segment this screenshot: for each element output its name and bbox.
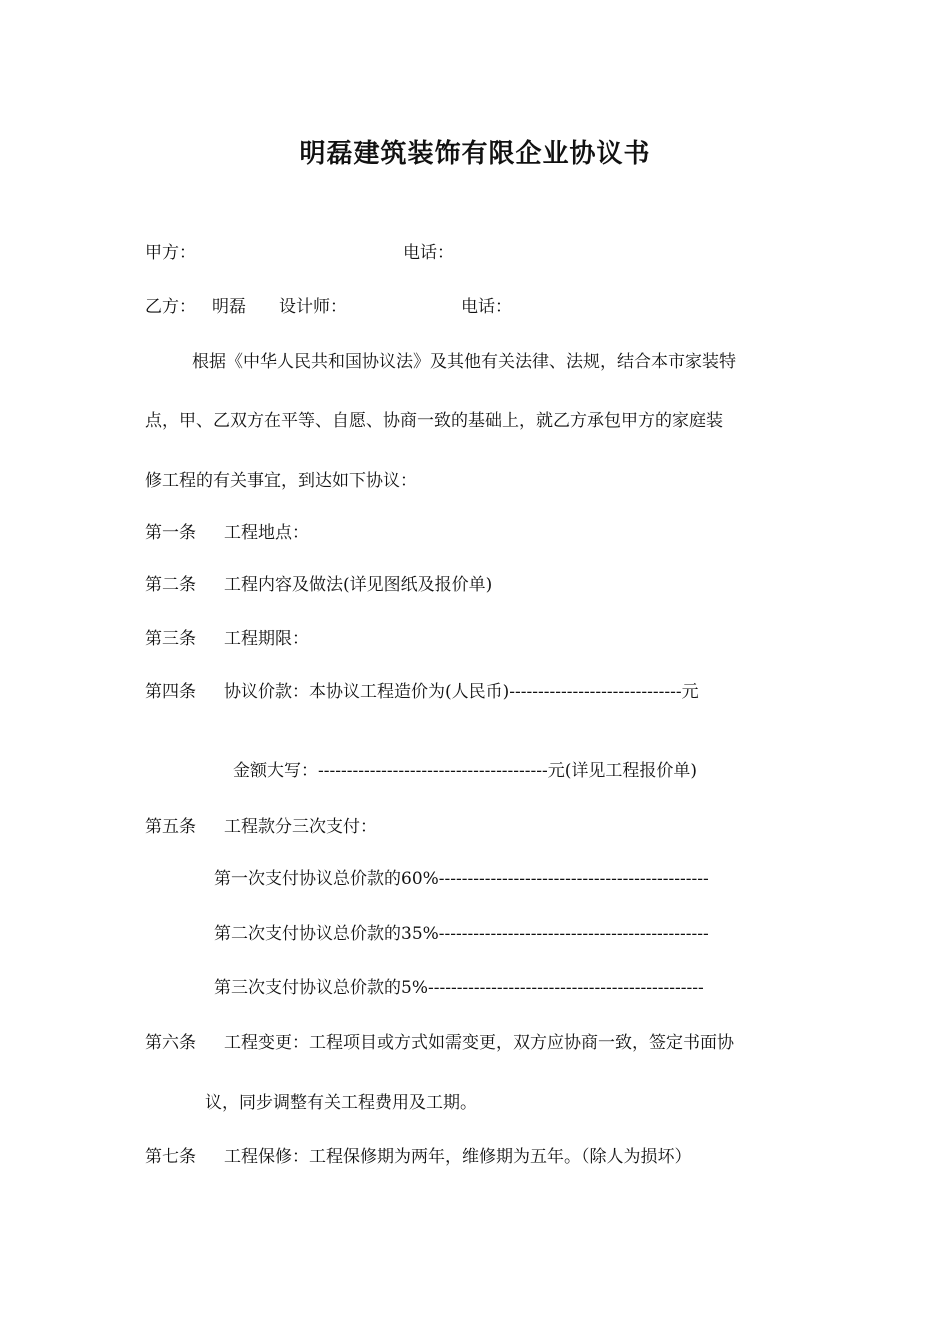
article-5-text: 工程款分三次支付：	[224, 817, 377, 837]
article-6-text: 工程变更：工程项目或方式如需变更，双方应协商一致，签定书面协	[224, 1033, 734, 1053]
party-b-phone-label: 电话：	[461, 297, 512, 317]
preamble-line-1: 根据《中华人民共和国协议法》及其他有关法律、法规，结合本市家装特	[192, 352, 736, 372]
article-4-amount-in-words: 金额大写：----------------------------------------元(详见工程报价单)	[233, 761, 698, 781]
party-b-name: 明磊	[212, 297, 246, 317]
party-a-phone-label: 电话：	[403, 243, 454, 263]
party-b-label: 乙方：	[145, 297, 196, 317]
party-b-designer-label: 设计师：	[279, 297, 347, 317]
article-7-text: 工程保修：工程保修期为两年，维修期为五年。（除人为损坏）	[224, 1147, 692, 1167]
article-5-number: 第五条	[145, 817, 196, 837]
article-3-text: 工程期限：	[224, 629, 309, 649]
article-7-number: 第七条	[145, 1147, 196, 1167]
party-a-label: 甲方：	[145, 243, 196, 263]
article-6-number: 第六条	[145, 1033, 196, 1053]
article-2-number: 第二条	[145, 575, 196, 595]
article-1-text: 工程地点：	[224, 523, 309, 543]
payment-line-2: 第二次支付协议总价款的35%-----------------------------------------------	[214, 924, 709, 944]
article-6-continuation: 议，同步调整有关工程费用及工期。	[205, 1093, 477, 1113]
article-1-number: 第一条	[145, 523, 196, 543]
article-2-text: 工程内容及做法(详见图纸及报价单)	[224, 575, 493, 595]
article-4-number: 第四条	[145, 682, 196, 702]
payment-line-1: 第一次支付协议总价款的60%-----------------------------------------------	[214, 869, 709, 889]
preamble-line-3: 修工程的有关事宜，到达如下协议：	[145, 471, 417, 491]
document-title: 明磊建筑装饰有限企业协议书	[299, 139, 651, 169]
article-4-text: 协议价款：本协议工程造价为(人民币)------------------------------元	[224, 682, 699, 702]
preamble-line-2: 点，甲、乙双方在平等、自愿、协商一致的基础上，就乙方承包甲方的家庭装	[145, 411, 723, 431]
payment-line-3: 第三次支付协议总价款的5%------------------------------------------------	[214, 978, 704, 998]
article-3-number: 第三条	[145, 629, 196, 649]
